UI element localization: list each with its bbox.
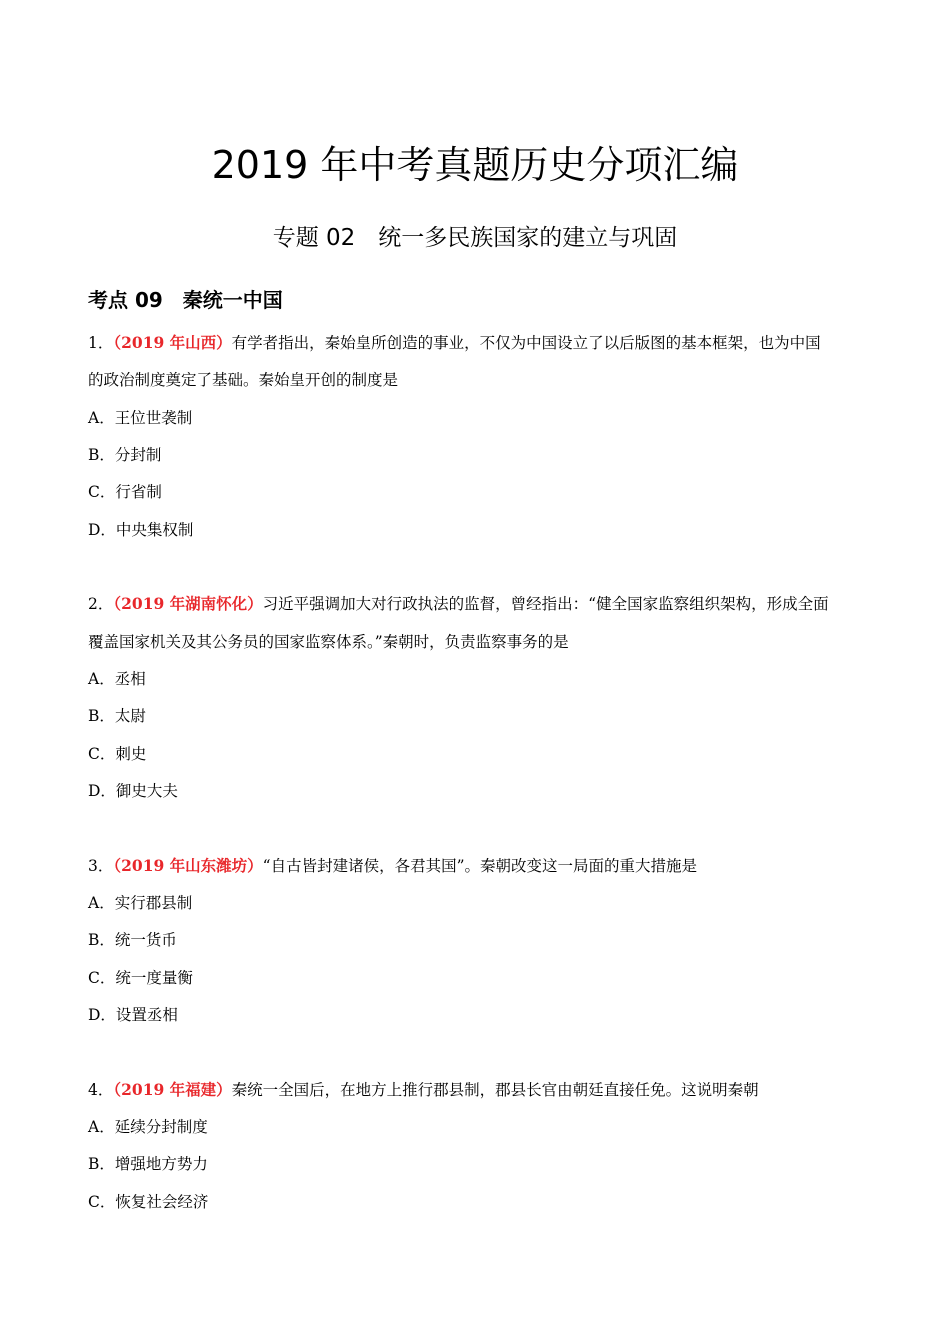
question-2-stem bbox=[88, 592, 870, 616]
question-4-option-a: A．延续分封制度 bbox=[88, 1118, 208, 1136]
question-source: （2019 年湖南怀化） bbox=[113, 594, 263, 613]
question-1-stem-cont: 的政治制度奠定了基础。秦始皇开创的制度是 bbox=[88, 371, 399, 389]
question-1-option-b: B．分封制 bbox=[88, 446, 162, 464]
question-2-option-b: B．太尉 bbox=[88, 707, 146, 725]
section-heading: 考点 09 秦统一中国 bbox=[88, 288, 283, 312]
question-number: 2． bbox=[88, 595, 114, 613]
question-number: 1． bbox=[88, 334, 114, 352]
question-3-stem bbox=[88, 854, 870, 878]
question-1-stem bbox=[88, 331, 870, 355]
question-4-option-c: C．恢复社会经济 bbox=[88, 1193, 209, 1211]
question-4-option-b: B．增强地方势力 bbox=[88, 1155, 208, 1173]
question-4-stem bbox=[88, 1078, 870, 1102]
question-3-option-c: C．统一度量衡 bbox=[88, 969, 193, 987]
question-source: （2019 年山东潍坊） bbox=[113, 856, 263, 875]
question-1-option-a: A．王位世袭制 bbox=[88, 409, 193, 427]
question-2-stem-cont: 覆盖国家机关及其公务员的国家监察体系。”秦朝时，负责监察事务的是 bbox=[88, 633, 569, 651]
question-source: （2019 年山西） bbox=[113, 333, 232, 352]
question-1-option-c: C．行省制 bbox=[88, 483, 162, 501]
question-text: 有学者指出，秦始皇所创造的事业，不仅为中国设立了以后版图的基本框架，也为中国 bbox=[231, 334, 821, 352]
question-text: 习近平强调加大对行政执法的监督，曾经指出：“健全国家监察组织架构，形成全面 bbox=[262, 595, 829, 613]
question-number: 3． bbox=[88, 857, 114, 875]
question-3-option-b: B．统一货币 bbox=[88, 931, 177, 949]
question-text: 秦统一全国后，在地方上推行郡县制，郡县长官由朝廷直接任免。这说明秦朝 bbox=[231, 1081, 759, 1099]
question-2-option-a: A．丞相 bbox=[88, 670, 146, 688]
question-1-option-d: D．中央集权制 bbox=[88, 521, 194, 539]
question-3-option-d: D．设置丞相 bbox=[88, 1006, 178, 1024]
question-text: “自古皆封建诸侯，各君其国”。秦朝改变这一局面的重大措施是 bbox=[262, 857, 698, 875]
question-3-option-a: A．实行郡县制 bbox=[88, 894, 193, 912]
document-subtitle: 专题 02 统一多民族国家的建立与巩固 bbox=[272, 225, 678, 251]
question-number: 4． bbox=[88, 1081, 114, 1099]
question-source: （2019 年福建） bbox=[113, 1080, 232, 1099]
question-2-option-d: D．御史大夫 bbox=[88, 782, 178, 800]
question-2-option-c: C．刺史 bbox=[88, 745, 147, 763]
document-title: 2019 年中考真题历史分项汇编 bbox=[211, 143, 739, 187]
